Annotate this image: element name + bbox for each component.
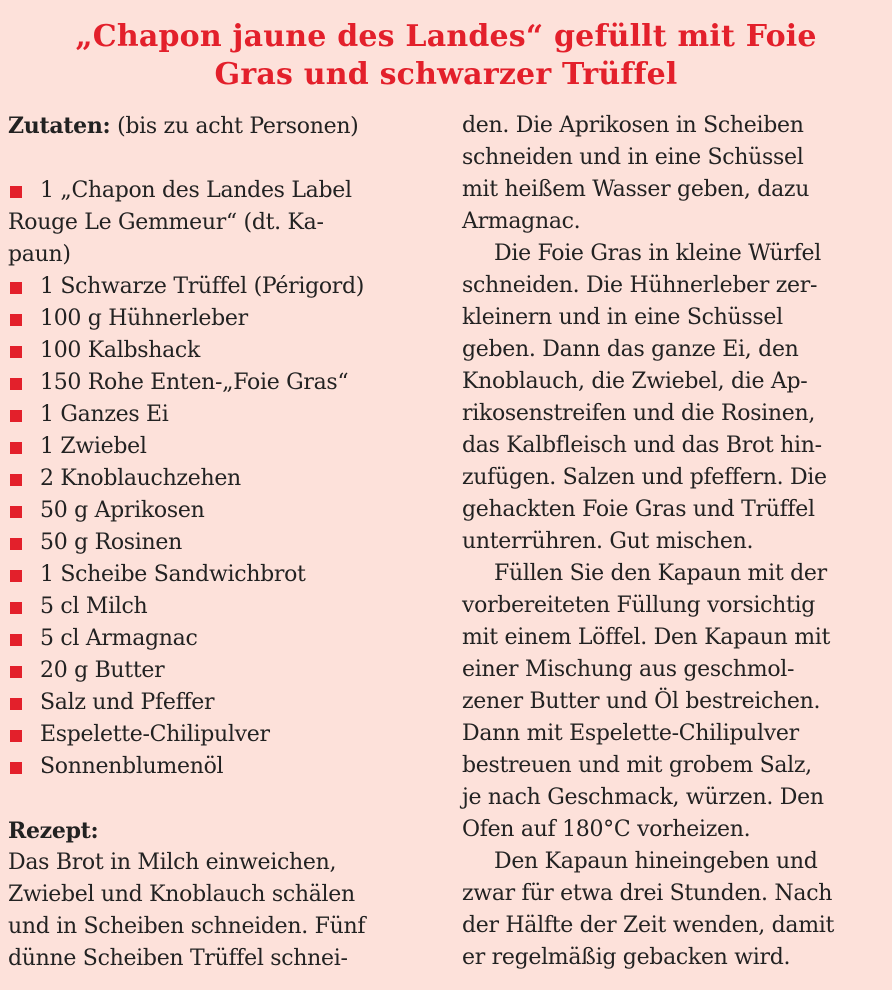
recipe-line: dünne Scheiben Trüffel schnei- <box>8 946 348 971</box>
ingredient-text: 150 Rohe Enten-„Foie Gras“ <box>40 370 349 395</box>
ingredient-item <box>8 303 438 335</box>
recipe-line: einer Mischung aus geschmol- <box>462 657 795 682</box>
recipe-line: schneiden. Die Hühnerleber zer- <box>462 273 818 298</box>
recipe-line: Zwiebel und Knoblauch schälen <box>8 882 355 907</box>
recipe-text-left <box>8 847 438 975</box>
ingredient-text: 100 Kalbshack <box>40 338 200 363</box>
bullet-icon <box>10 474 22 486</box>
ingredient-item <box>8 623 438 655</box>
ingredient-item <box>8 687 438 719</box>
bullet-icon <box>10 410 22 422</box>
ingredients-label: Zutaten: <box>8 113 111 139</box>
ingredient-text: 100 g Hühnerleber <box>40 306 248 331</box>
recipe-line: Die Foie Gras in kleine Würfel <box>494 241 821 266</box>
recipe-line: kleinern und in eine Schüssel <box>462 305 783 330</box>
bullet-icon <box>10 314 22 326</box>
recipe-line: das Kalbfleisch und das Brot hin- <box>462 433 822 458</box>
bullet-icon <box>10 346 22 358</box>
ingredient-text: Sonnenblumenöl <box>40 754 224 779</box>
recipe-line: der Hälfte der Zeit wenden, damit <box>462 913 835 938</box>
bullet-icon <box>10 602 22 614</box>
recipe-line: er regelmäßig gebacken wird. <box>462 945 791 970</box>
recipe-line: schneiden und in eine Schüssel <box>462 145 804 170</box>
recipe-line: Knoblauch, die Zwiebel, die Ap- <box>462 369 808 394</box>
recipe-paragraph-4 <box>462 846 887 974</box>
ingredients-subtitle: (bis zu acht Personen) <box>117 114 359 139</box>
ingredient-text: 50 g Aprikosen <box>40 498 205 523</box>
recipe-line: je nach Geschmack, würzen. Den <box>462 785 824 810</box>
ingredient-text: Espelette-Chilipulver <box>40 722 270 747</box>
recipe-line: mit heißem Wasser geben, dazu <box>462 177 810 202</box>
ingredient-text: 5 cl Armagnac <box>40 626 198 651</box>
recipe-line: vorbereiteten Füllung vorsichtig <box>462 593 816 618</box>
recipe-line: gehackten Foie Gras und Trüffel <box>462 497 815 522</box>
ingredient-item <box>8 591 438 623</box>
ingredients-list <box>8 271 438 783</box>
ingredient-text: 2 Knoblauchzehen <box>40 466 241 491</box>
bullet-icon <box>10 634 22 646</box>
ingredient-first <box>8 175 438 271</box>
ingredient-item <box>8 751 438 783</box>
bullet-icon <box>10 730 22 742</box>
recipe-title <box>0 18 892 94</box>
ingredient-first-line2: Rouge Le Gemmeur“ (dt. Ka- <box>8 210 324 235</box>
recipe-paragraph-2 <box>462 238 887 558</box>
ingredient-first-line3: paun) <box>8 242 71 267</box>
bullet-icon <box>10 666 22 678</box>
ingredient-text: 1 Ganzes Ei <box>40 402 169 427</box>
bullet-icon <box>10 570 22 582</box>
ingredient-item <box>8 367 438 399</box>
recipe-line: den. Die Aprikosen in Scheiben <box>462 113 804 138</box>
bullet-icon <box>10 186 22 198</box>
ingredient-item <box>8 559 438 591</box>
ingredient-item <box>8 719 438 751</box>
ingredient-item <box>8 399 438 431</box>
ingredient-item <box>8 527 438 559</box>
recipe-label: Rezept: <box>8 818 99 844</box>
recipe-line: geben. Dann das ganze Ei, den <box>462 337 799 362</box>
ingredient-text: 1 Zwiebel <box>40 434 147 459</box>
recipe-line: Den Kapaun hineingeben und <box>494 849 818 874</box>
ingredient-text: Salz und Pfeffer <box>40 690 215 715</box>
recipe-line: Dann mit Espelette-Chilipulver <box>462 721 799 746</box>
recipe-line: mit einem Löffel. Den Kapaun mit <box>462 625 831 650</box>
ingredient-text: 1 Schwarze Trüffel (Périgord) <box>40 274 365 299</box>
bullet-icon <box>10 506 22 518</box>
title-line-2: Gras und schwarzer Trüffel <box>214 57 678 92</box>
bullet-icon <box>10 698 22 710</box>
recipe-line: bestreuen und mit grobem Salz, <box>462 753 812 778</box>
recipe-line: rikosenstreifen und die Rosinen, <box>462 401 816 426</box>
ingredient-item <box>8 335 438 367</box>
bullet-icon <box>10 538 22 550</box>
ingredient-item <box>8 431 438 463</box>
recipe-line: Das Brot in Milch einweichen, <box>8 850 337 875</box>
recipe-line: zufügen. Salzen und pfeffern. Die <box>462 465 827 490</box>
ingredient-text: 20 g Butter <box>40 658 165 683</box>
recipe-line: Ofen auf 180°C vorheizen. <box>462 817 751 842</box>
title-line-1: „Chapon jaune des Landes“ gefüllt mit Foie <box>75 19 817 54</box>
recipe-line: zwar für etwa drei Stunden. Nach <box>462 881 833 906</box>
ingredients-heading <box>8 110 438 143</box>
recipe-line: und in Scheiben schneiden. Fünf <box>8 914 366 939</box>
bullet-icon <box>10 762 22 774</box>
bullet-icon <box>10 282 22 294</box>
recipe-paragraph-3 <box>462 558 887 846</box>
recipe-line: Armagnac. <box>462 209 581 234</box>
recipe-line: Füllen Sie den Kapaun mit der <box>494 561 827 586</box>
bullet-icon <box>10 442 22 454</box>
ingredient-item <box>8 495 438 527</box>
recipe-line: unterrühren. Gut mischen. <box>462 529 754 554</box>
right-column <box>462 110 887 974</box>
bullet-icon <box>10 378 22 390</box>
ingredient-first-line1: 1 „Chapon des Landes Label <box>40 178 352 203</box>
left-column <box>8 110 438 975</box>
ingredient-text: 5 cl Milch <box>40 594 148 619</box>
ingredient-text: 1 Scheibe Sandwichbrot <box>40 562 306 587</box>
recipe-line: zener Butter und Öl bestreichen. <box>462 689 821 714</box>
ingredient-item <box>8 271 438 303</box>
ingredient-text: 50 g Rosinen <box>40 530 182 555</box>
ingredient-item <box>8 655 438 687</box>
recipe-paragraph-1 <box>462 110 887 238</box>
ingredient-item <box>8 463 438 495</box>
